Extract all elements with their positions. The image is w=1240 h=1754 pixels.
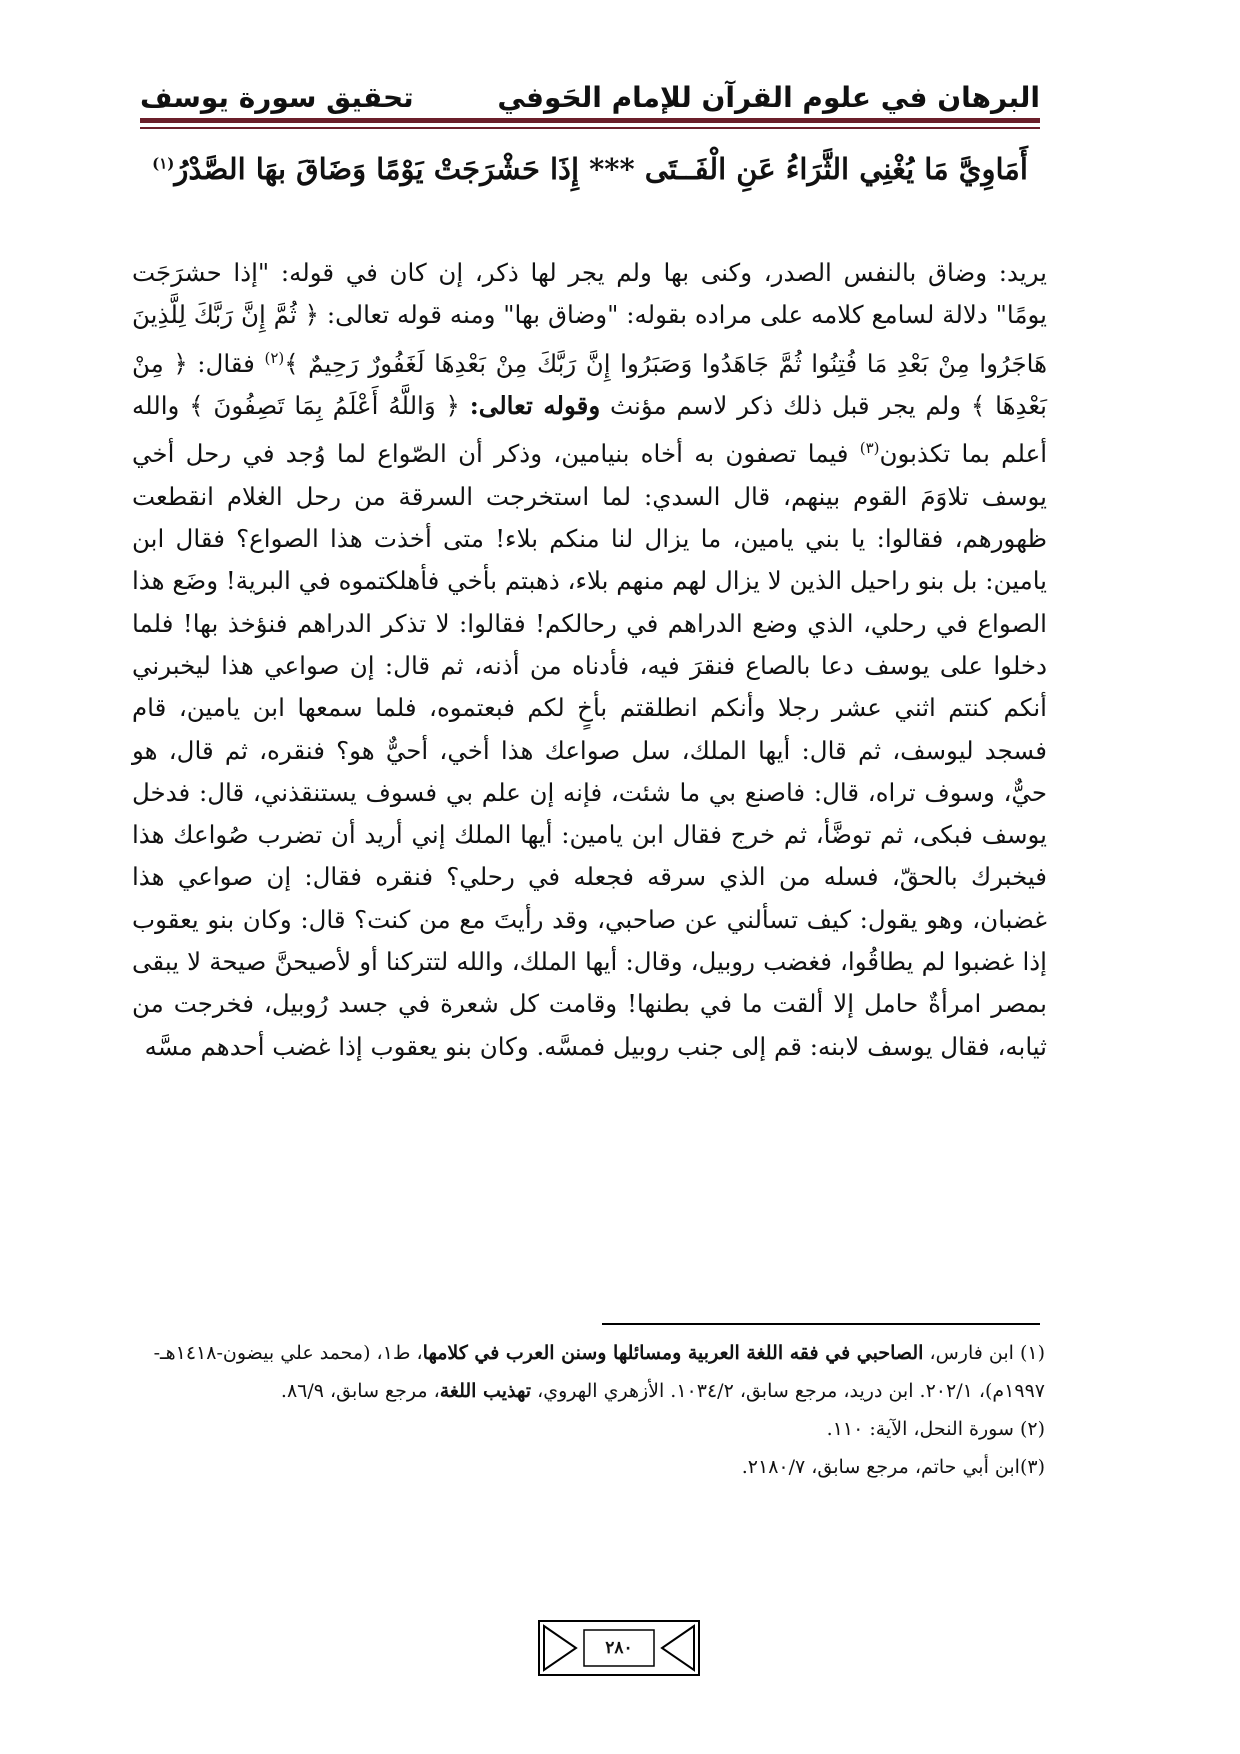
body-text-4: فيما تصفون به أخاه بنيامين، وذكر أن الصّواع لما وُجد في رحل أخي يوسف تلاوَمَ القوم بينهم، قال السدي: لما استخرجت السرقة من رحل الغلام انقطعت ظهورهم، فقالوا: يا بني يامين، ما يزال لنا منكم بلاء! متى أخذت هذا الصواع؟ فقال ابن يامين: بل بنو راحيل الذين لا يزال لهم منهم بلاء، ذهبتم بأخي فأهلكتموه في البرية! وضَع هذا الصواع في رحلي، الذي وضع الدراهم في رحالكم! فقالوا: لا تذكر الدراهم فنؤخذ بها! فلما دخلوا على يوسف دعا بالصاع فنقرَ فيه، فأدناه من أذنه، ثم قال: إن صواعي هذا ليخبرني أنكم كنتم اثني عشر رجلا وأنكم انطلقتم بأخٍ لكم فبعتموه، فلما سمعها ابن يامين، قام فسجد ليوسف، ثم قال: أيها الملك، سل صواعك هذا أخي، أحيٌّ هو؟ فنقره، ثم قال، هو حيٌّ، وسوف تراه، قال: فاصنع بي ما شئت، فإنه إن علم بي فسوف يستنقذني، قال: فدخل يوسف فبكى، ثم توضَّأ، ثم خرج فقال ابن يامين: أيها الملك إني أريد أن تضرب صُواعك هذا فيخبرك بالحقّ، فسله من الذي سرقه فجعله في رحلي؟ فنقره فقال: إن صواعي هذا غضبان، وهو يقول: كيف تسألني عن صاحبي، وقد رأيتَ مع من كنت؟ قال: وكان بنو يعقوب إذا غضبوا لم يطاقُوا، فغضب روبيل، وقال: أيها الملك، والله لتتركنا أو لأصيحنَّ صيحة لا يبقى بمصر امرأةٌ حامل إلا ألقت ما في بطنها! وقامت كل شعرة في جسد رُوبيل، فخرجت من ثيابه، فقال يوسف لابنه: قم إلى جنب روبيل فمسَّه. وكان بنو يعقوب إذا غضب أحدهم مسَّه bbox=[132, 439, 1047, 1061]
page-number: ٢٨٠ bbox=[605, 1638, 633, 1658]
footnote-1-title: الصاحبي في فقه اللغة العربية ومسائلها وسنن العرب في كلامها bbox=[422, 1342, 924, 1364]
body-text-2: فقال: ﴿ مِنْ بَعْدِهَا ﴾ ولم يجر قبل ذلك ذكر لاسم مؤنث bbox=[132, 348, 1047, 421]
body-text-1: يريد: وضاق بالنفس الصدر، وكنى بها ولم يجر لها ذكر، إن كان في قوله: "إذا حشرَجَت يومًا" دلالة لسامع كلامه على مراده بقوله: "وضاق بها" ومنه قوله تعالى: ﴿ ثُمَّ إِنَّ رَبَّكَ لِلَّذِينَ هَاجَرُوا مِنْ بَعْدِ مَا فُتِنُوا ثُمَّ جَاهَدُوا وَصَبَرُوا إِنَّ رَبَّكَ مِنْ بَعْدِهَا لَغَفُورٌ رَحِيمٌ ﴾ bbox=[132, 258, 1048, 378]
footnote-1-end: ، مرجع سابق، ٨٦/٩. bbox=[280, 1380, 440, 1402]
footnote-1-line-2 bbox=[140, 1372, 1045, 1410]
footnote-ref-2: (٢) bbox=[264, 348, 285, 367]
page-number-ornament bbox=[538, 1620, 700, 1676]
body-paragraph bbox=[132, 252, 1047, 1068]
header-rule-thick bbox=[140, 118, 1040, 123]
main-text bbox=[132, 252, 1047, 1068]
verse-text: أَمَاوِيَّ مَا يُغْنِي الثَّرَاءُ عَنِ الْفَــتَى *** إِذَا حَشْرَجَتْ يَوْمًا وَضَاقَ بهَا الصَّدْرُ bbox=[174, 152, 1028, 186]
poetry-verse bbox=[140, 152, 1040, 186]
header-book-title: البرهان في علوم القرآن للإمام الحَوفي bbox=[497, 81, 1040, 114]
footnote-2: (٢) سورة النحل، الآية: ١١٠. bbox=[826, 1418, 1045, 1440]
header-chapter-title: تحقيق سورة يوسف bbox=[140, 81, 414, 114]
bold-phrase: وقوله تعالى: bbox=[469, 391, 601, 421]
footnote-3: (٣)ابن أبي حاتم، مرجع سابق، ٢١٨٠/٧. bbox=[741, 1456, 1045, 1478]
footnote-separator bbox=[602, 1323, 1040, 1325]
footnote-ref-1: (١) bbox=[152, 154, 175, 173]
footnote-1-refs: ١٩٩٧م)، ٢٠٢/١. ابن دريد، مرجع سابق، ١٠٣٤/٢. الأزهري الهروي، bbox=[531, 1380, 1045, 1402]
running-header bbox=[140, 68, 1040, 114]
footnote-1-author: (١) ابن فارس، bbox=[923, 1342, 1045, 1364]
footnote-ref-3: (٣) bbox=[859, 439, 880, 458]
header-rule-thin bbox=[140, 127, 1040, 129]
footnote-1-line-1 bbox=[140, 1334, 1045, 1372]
footnotes bbox=[140, 1334, 1045, 1486]
body-text-3: ﴿ وَاللَّهُ أَعْلَمُ بِمَا تَصِفُونَ ﴾ والله أعلم بما تكذبون bbox=[132, 391, 1047, 469]
footnote-1-edition: ، ط١، (محمد علي بيضون-١٤١٨هـ- bbox=[153, 1342, 423, 1364]
footnote-1-title-2: تهذيب اللغة bbox=[439, 1380, 532, 1402]
